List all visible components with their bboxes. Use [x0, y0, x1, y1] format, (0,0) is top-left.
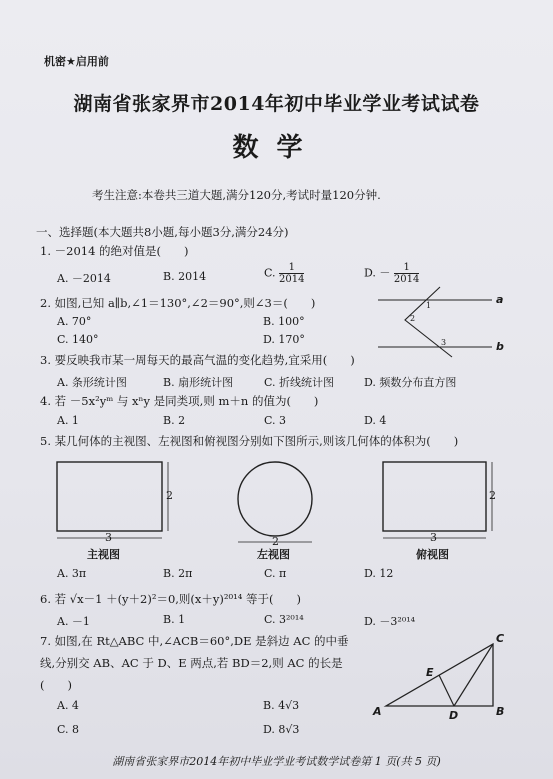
q7-label-d: D [449, 709, 459, 722]
q2-label-1: 1 [426, 301, 432, 310]
q5-option-a: A. 3π [57, 567, 87, 580]
q4-stem: 4. 若 －5x²yᵐ 与 xⁿy 是同类项,则 m＋n 的值为( ) [40, 394, 319, 408]
main-view-width-dim: 3 [105, 531, 112, 544]
q2-label-2: 2 [410, 314, 416, 323]
q5-option-c: C. π [264, 567, 287, 580]
q1-option-a: A. －2014 [57, 272, 111, 285]
q7-label-c: C [496, 632, 505, 645]
page-footer: 湖南省张家界市2014年初中毕业学业考试数学试卷第 1 页(共 5 页) [112, 755, 441, 768]
q6-option-c: C. 3²⁰¹⁴ [264, 613, 304, 626]
q2-label-3: 3 [441, 338, 447, 347]
q7-stem-line2: 线,分别交 AB、AC 于 D、E 两点,若 BD＝2,则 AC 的长是 [40, 656, 343, 670]
q3-option-d: D. 频数分布直方图 [364, 376, 457, 389]
q3-option-b: B. 扇形统计图 [163, 376, 234, 389]
q1-option-b: B. 2014 [163, 270, 207, 283]
main-view-height-dim: 2 [166, 489, 173, 502]
left-view-label: 左视图 [257, 548, 290, 561]
q6-option-a: A. －1 [57, 615, 90, 628]
q1-option-d-prefix: D. － [364, 266, 391, 280]
q3-option-a: A. 条形统计图 [57, 376, 127, 389]
q2-option-b: B. 100° [263, 315, 305, 328]
main-view-label: 主视图 [87, 548, 120, 561]
q2-label-a: a [496, 293, 504, 306]
q7-option-d: D. 8√3 [263, 723, 300, 736]
secret-label: 机密★启用前 [44, 55, 109, 68]
q1-stem: 1. －2014 的绝对值是( ) [40, 244, 189, 258]
subject-title: 数学 [232, 133, 321, 163]
q1-d-numerator: 1 [394, 262, 419, 274]
q7-label-e: E [426, 666, 434, 679]
exam-notice: 考生注意:本卷共三道大题,满分120分,考试时量120分钟. [92, 188, 381, 202]
exam-title: 湖南省张家界市2014年初中毕业学业考试试卷 [73, 93, 480, 115]
q3-option-c: C. 折线统计图 [264, 376, 335, 389]
q2-option-a: A. 70° [57, 315, 92, 328]
q7-option-b: B. 4√3 [263, 699, 300, 712]
q3-stem: 3. 要反映我市某一周每天的最高气温的变化趋势,宜采用( ) [40, 353, 355, 367]
segment-de [439, 675, 454, 706]
segment-dc [454, 644, 493, 706]
q2-stem: 2. 如图,已知 a∥b,∠1＝130°,∠2＝90°,则∠3＝( ) [40, 296, 316, 310]
q7-stem-line1: 7. 如图,在 Rt△ABC 中,∠ACB＝60°,DE 是斜边 AC 的中垂 [40, 634, 349, 648]
q4-option-d: D. 4 [364, 414, 387, 427]
q7-label-b: B [496, 705, 505, 718]
q4-option-c: C. 3 [264, 414, 287, 427]
q5-option-b: B. 2π [163, 567, 193, 580]
q7-option-a: A. 4 [57, 699, 79, 712]
top-view-label: 俯视图 [416, 548, 449, 561]
q5-stem: 5. 某几何体的主视图、左视图和俯视图分别如下图所示,则该几何体的体积为( ) [40, 434, 459, 448]
q6-option-b: B. 1 [163, 613, 186, 626]
q6-stem: 6. 若 √x－1 ＋(y＋2)²＝0,则(x＋y)²⁰¹⁴ 等于( ) [40, 592, 301, 606]
q2-label-b: b [496, 340, 504, 353]
q1-c-denominator: 2014 [279, 274, 305, 285]
q5-option-d: D. 12 [364, 567, 394, 580]
q2-option-c: C. 140° [57, 333, 99, 346]
section-heading: 一、选择题(本大题共8小题,每小题3分,满分24分) [36, 225, 289, 239]
q6-option-d: D. －3²⁰¹⁴ [364, 615, 416, 628]
top-view-width-dim: 3 [430, 531, 437, 544]
top-view-height-dim: 2 [489, 489, 496, 502]
q4-option-a: A. 1 [57, 414, 79, 427]
q1-c-numerator: 1 [279, 262, 304, 274]
left-view-diameter-dim: 2 [272, 535, 279, 548]
q4-option-b: B. 2 [163, 414, 186, 427]
q7-stem-line3: ( ) [40, 678, 72, 692]
q1-d-denominator: 2014 [393, 274, 420, 285]
q7-label-a: A [373, 705, 382, 718]
q7-option-c: C. 8 [57, 723, 80, 736]
q1-option-c-prefix: C. [264, 266, 276, 280]
q2-option-d: D. 170° [263, 333, 305, 346]
